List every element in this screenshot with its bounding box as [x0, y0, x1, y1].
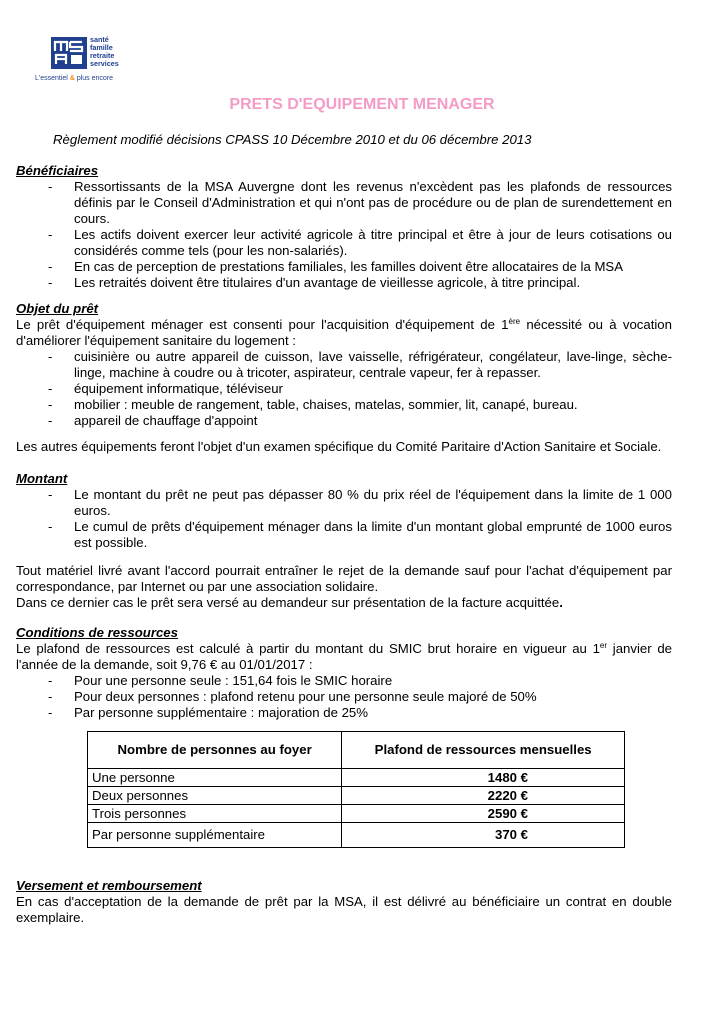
page-title: PRETS D'EQUIPEMENT MENAGER	[229, 96, 495, 113]
table-row	[88, 769, 625, 787]
conditions-intro	[16, 641, 672, 673]
table-cell-value: 370 €	[342, 823, 625, 848]
table-cell: Trois personnes	[88, 805, 342, 823]
ressources-table	[87, 731, 625, 848]
list-item: - Ressortissants de la MSA Auvergne dont les revenus n'excèdent pas les plafonds de ressources définis par le Conseil d'Administration et qui n'ont pas de procédure ou de plan de surendettement en cours.	[74, 179, 672, 227]
conditions-list	[16, 673, 672, 721]
section-conditions	[16, 625, 672, 721]
table-cell: Deux personnes	[88, 787, 342, 805]
table-cell-value: 2220 €	[342, 787, 625, 805]
list-item: - cuisinière ou autre appareil de cuisson, lave vaisselle, réfrigérateur, congélateur, lave-linge, sèche-linge, machine à coudre ou à tricoter, aspirateur, centrale vapeur, fer à repasser.	[74, 349, 672, 381]
section-heading: Montant	[16, 471, 68, 486]
logo-tagline-left: L'essentiel	[35, 75, 68, 82]
logo-words	[90, 36, 119, 68]
conditions-intro-sup: er	[599, 641, 608, 650]
msa-logo-graphic	[51, 37, 87, 69]
section-heading: Conditions de ressources	[16, 625, 178, 640]
section-heading: Versement et remboursement	[16, 878, 202, 893]
montant-paragraph-2-end: .	[559, 595, 563, 610]
list-item: - Les retraités doivent être titulaires d'un avantage de vieillesse agricole, à titre principal.	[74, 275, 672, 291]
msa-logo	[34, 34, 134, 86]
objet-note: Les autres équipements feront l'objet d'un examen spécifique du Comité Paritaire d'Action Sanitaire et Sociale.	[16, 439, 662, 454]
msa-logo-icon	[51, 37, 87, 69]
montant-paragraph-2-text: Dans ce dernier cas le prêt sera versé au demandeur sur présentation de la facture acquittée	[16, 595, 560, 610]
logo-word: santé	[90, 35, 109, 44]
objet-intro-before: Le prêt d'équipement ménager est consenti pour l'acquisition d'équipement de 1	[16, 317, 509, 332]
section-objet	[16, 301, 672, 429]
logo-word: retraite	[90, 51, 115, 60]
section-heading: Objet du prêt	[16, 301, 99, 316]
section-montant	[16, 471, 672, 551]
list-item: - équipement informatique, téléviseur	[74, 381, 672, 397]
table-cell-value: 1480 €	[342, 769, 625, 787]
list-item: - Le cumul de prêts d'équipement ménager dans la limite d'un montant global emprunté de 1000 euros est possible.	[74, 519, 672, 551]
logo-word: famille	[90, 43, 113, 52]
objet-intro-sup: ère	[508, 317, 521, 326]
montant-list	[16, 487, 672, 551]
logo-tagline-right: plus encore	[76, 75, 114, 82]
beneficiaires-list	[16, 179, 672, 291]
conditions-intro-after: janvier de l'année de la demande, soit 9,76 € au 01/01/2017 :	[16, 641, 672, 672]
list-item: - Par personne supplémentaire : majoration de 25%	[74, 705, 672, 721]
logo-word: services	[90, 59, 119, 68]
conditions-intro-before: Le plafond de ressources est calculé à partir du montant du SMIC brut horaire en vigueur au 1	[16, 641, 600, 656]
table-header: Nombre de personnes au foyer	[88, 732, 342, 769]
table-header: Plafond de ressources mensuelles	[342, 732, 625, 769]
table-row	[88, 805, 625, 823]
logo-tagline-amp: &	[69, 75, 75, 82]
objet-list	[16, 349, 672, 429]
page-subtitle: Règlement modifié décisions CPASS 10 Décembre 2010 et du 06 décembre 2013	[53, 132, 532, 147]
table-cell: Une personne	[88, 769, 342, 787]
section-heading: Bénéficiaires	[16, 163, 99, 178]
list-item: - Pour deux personnes : plafond retenu pour une personne seule majoré de 50%	[74, 689, 672, 705]
montant-paragraph-2	[16, 595, 672, 611]
objet-intro-after: nécessité ou à vocation d'améliorer l'équipement sanitaire du logement :	[16, 317, 672, 348]
table-row	[88, 787, 625, 805]
list-item: - mobilier : meuble de rangement, table, chaises, matelas, sommier, lit, canapé, bureau.	[74, 397, 672, 413]
list-item: - appareil de chauffage d'appoint	[74, 413, 672, 429]
list-item: - En cas de perception de prestations familiales, les familles doivent être allocataires de la MSA	[74, 259, 672, 275]
section-versement	[16, 878, 672, 926]
table-cell: Par personne supplémentaire	[88, 823, 342, 848]
versement-text: En cas d'acceptation de la demande de prêt par la MSA, il est délivré au bénéficiaire un contrat en double exemplaire.	[16, 894, 672, 925]
list-item: - Les actifs doivent exercer leur activité agricole à titre principal et être à jour de leurs cotisations ou considérés comme tels (pour les non-salariés).	[74, 227, 672, 259]
montant-paragraph: Tout matériel livré avant l'accord pourrait entraîner le rejet de la demande sauf pour l'achat d'équipement par correspondance, par Internet ou par une association solidaire.	[16, 563, 672, 594]
list-item: - Pour une personne seule : 151,64 fois le SMIC horaire	[74, 673, 672, 689]
table-cell-value: 2590 €	[342, 805, 625, 823]
table-header-row	[88, 732, 625, 769]
objet-intro	[16, 317, 672, 349]
section-beneficiaires	[16, 163, 672, 291]
logo-tagline	[35, 75, 113, 83]
list-item: - Le montant du prêt ne peut pas dépasser 80 % du prix réel de l'équipement dans la limite de 1 000 euros.	[74, 487, 672, 519]
table-row	[88, 823, 625, 848]
